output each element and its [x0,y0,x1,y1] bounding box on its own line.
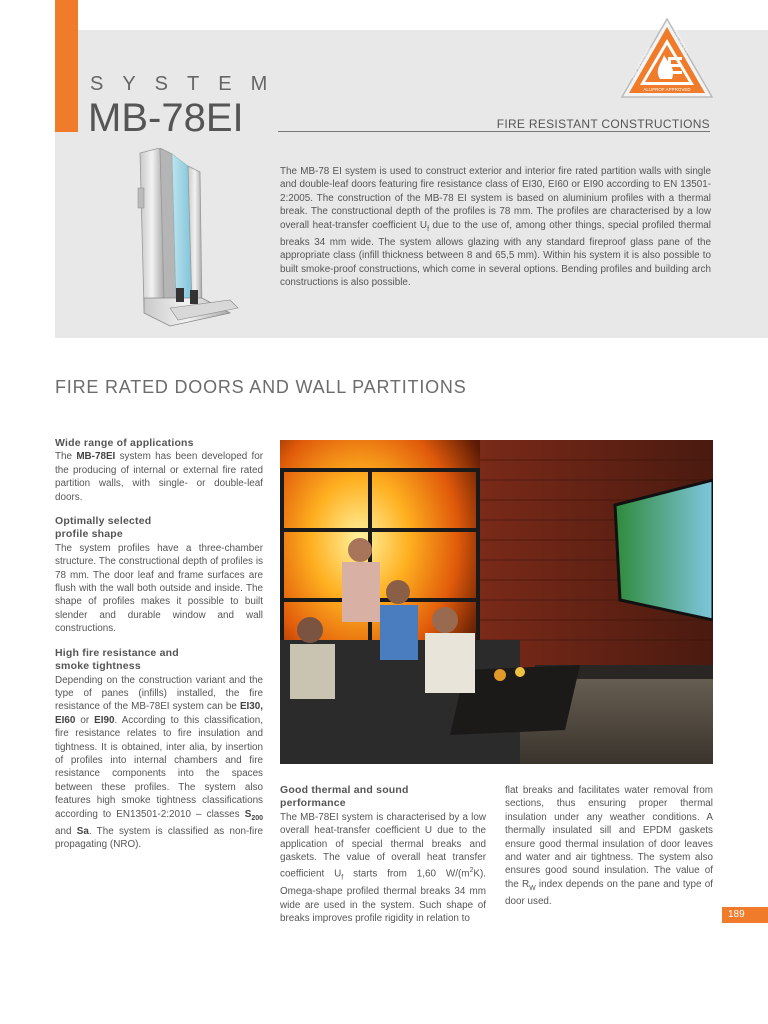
text-span: flat breaks and facilitates water removal from sections, thus ensuring proper thermal insulation under any weather conditions. A thermally insulated sill and EPDM gaskets ensure good thermal insulation of door leaves and water and air tightness. The system also ensures good sound insulation. The value of the R [505,785,713,890]
badge-right-text: FIRE SAFETY [673,29,690,55]
header-divider [278,131,710,132]
heading-thermal [280,784,486,811]
text-span: starts from 1,60 W/(m [343,868,470,880]
bold-span: Sa [76,825,89,837]
badge-left-text: FIRE RESISTANCE [630,45,652,80]
text-span: and [55,825,77,837]
fire-scene-photo [280,440,713,764]
heading-line: profile shape [55,528,123,541]
intro-paragraph [280,165,711,290]
profile-section-image [130,148,242,328]
page-title: MB-78EI [88,96,244,140]
heading-applications: Wide range of applications [55,437,194,449]
sub-span: f [341,874,344,882]
text-span: The [55,451,77,463]
sup-span: 2 [469,867,474,875]
text-span: S [244,808,252,820]
section-title: FIRE RATED DOORS AND WALL PARTITIONS [55,377,467,397]
text-span: . The system is classified as non-fire propagating (NRO). [55,825,263,851]
text-span: The MB-78EI system is characterised by a low overall heat-transfer coefficient U due to the application of special thermal breaks and gaskets. The value of overall heat transfer coefficient U [280,811,486,880]
intro-text: The MB-78 EI system is used to construct exterior and interior fire rated partition walls with single and double-leaf doors featuring fire resistance class of EI30, EI60 or EI90 according to EN 13501-2:2005. The construction of the MB-78 EI system is based on aluminium profiles with a thermal break. The constructional depth of the profiles is 78 mm. The profiles are characterised by a low overall heat-transfer coefficient U [280,166,711,231]
paragraph-fire-resistance [55,674,263,852]
text-span: Depending on the construction variant and the type of panes (infills) installed, the fire resistance of the MB-78EI system can be [55,674,263,713]
heading-profile-shape [55,515,263,542]
heading-line: Optimally selected [55,515,152,528]
intro-sub: f [427,225,430,233]
badge-bottom-text: ALUPROF APPROVED [643,87,691,92]
accent-bar [55,0,78,132]
bold-span: EI90 [94,714,115,726]
column-left [55,437,263,863]
text-span: . According to this classification, fire resistance relates to fire insulation and tightness. It is obtained, inter alia, by insertion of profiles into internal chambers and fire resistance components into the spaces between these profiles. The system also features high smoke tightness classifications according to EN13501-2:2010 – classes [55,714,263,820]
heading-line: Good thermal and sound [280,784,409,796]
sub-span: W [529,884,536,892]
bold-span: EI30, EI60 [55,701,263,726]
text-span: index depends on the pane and type of door used. [505,878,713,908]
page-number: 189 [722,907,768,923]
column-middle [280,784,486,936]
text-span: K). Omega-shape profiled thermal breaks 34 mm wide are used in the system. Such shape of breaks improves profile rigidity in relation to [280,868,486,924]
column-right [505,784,713,920]
heading-fire-resistance [55,647,263,674]
heading-line: smoke tightness [55,660,141,673]
text-span: system has been developed for the producing of internal or external fire rated partition walls, with single- or double-leaf doors. [55,451,263,503]
system-label: SYSTEM [90,73,287,95]
text-span: or [75,714,95,726]
fire-safety-badge-icon [620,17,714,99]
bold-span [245,809,263,820]
paragraph-thermal [280,811,486,926]
paragraph-thermal-cont [505,784,713,909]
paragraph-applications [55,450,263,504]
bold-span: MB-78EI [76,451,116,463]
heading-line: High fire resistance and [55,646,179,659]
heading-line: performance [280,797,346,810]
paragraph-profile-shape: The system profiles have a three-chamber structure. The constructional depth of profiles is 78 mm. The door leaf and frame surfaces are flush with the wall both outside and inside. The shape of profiles makes it possible to built slender and durable window and wall constructions. [55,542,263,635]
page-subtitle: FIRE RESISTANT CONSTRUCTIONS [496,117,710,131]
intro-text-cont: due to the use of, among other things, special profiled thermal breaks 34 mm wide. The system allows glazing with any standard fireproof glass pane of the appropriate class (infill thickness between 8 and 65,5 mm). Within his system it is also possible to built smoke-proof constructions, which come in several options. Bending profiles and building arch constructions is also possible. [280,219,711,289]
sub-span: 200 [251,814,263,822]
